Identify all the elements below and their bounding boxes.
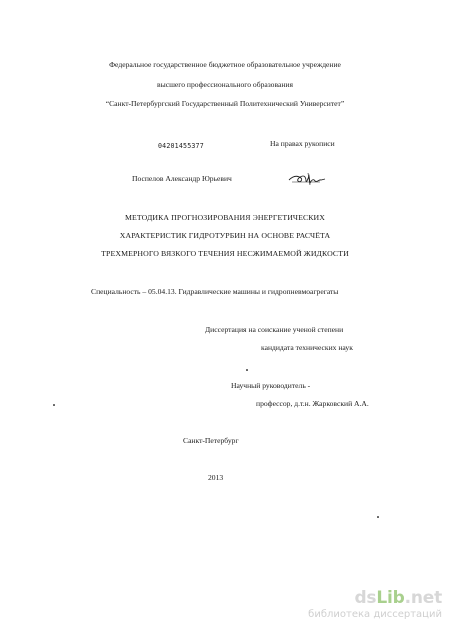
watermark-subtitle: библиотека диссертаций bbox=[308, 609, 442, 620]
institution-line-3: “Санкт-Петербургский Государственный Политехнический Университет” bbox=[105, 99, 345, 108]
institution-line-1: Федеральное государственное бюджетное образовательное учреждение bbox=[109, 60, 341, 69]
scan-speck bbox=[246, 369, 248, 371]
signature-icon bbox=[287, 171, 327, 187]
dissertation-title-line-3: ТРЕХМЕРНОГО ВЯЗКОГО ТЕЧЕНИЯ НЕСЖИМАЕМОЙ ЖИДКОСТИ bbox=[101, 249, 349, 258]
supervisor-label: Научный руководитель - bbox=[231, 381, 311, 390]
dissertation-title-line-1: МЕТОДИКА ПРОГНОЗИРОВАНИЯ ЭНЕРГЕТИЧЕСКИХ bbox=[124, 213, 326, 222]
dissertation-title-line-2: ХАРАКТЕРИСТИК ГИДРОТУРБИН НА ОСНОВЕ РАСЧЁТА bbox=[119, 231, 331, 240]
supervisor-name: профессор, д.т.н. Жарковский А.А. bbox=[256, 399, 369, 408]
dslib-watermark bbox=[308, 588, 442, 628]
institution-line-2: высшего профессионального образования bbox=[157, 80, 293, 89]
author-name: Поспелов Александр Юрьевич bbox=[132, 174, 232, 183]
scan-speck bbox=[53, 404, 55, 406]
archive-code: 04201455377 bbox=[158, 142, 204, 150]
year: 2013 bbox=[208, 473, 224, 482]
degree-line-1: Диссертация на соискание ученой степени bbox=[205, 325, 344, 334]
degree-line-2: кандидата технических наук bbox=[261, 343, 353, 352]
city: Санкт-Петербург bbox=[183, 436, 239, 445]
scan-speck bbox=[377, 516, 379, 518]
dslib-logo: dsLib.net bbox=[354, 588, 442, 608]
rights-note: На правах рукописи bbox=[270, 139, 335, 148]
specialty: Специальность – 05.04.13. Гидравлические машины и гидропневмоагрегаты bbox=[91, 287, 339, 296]
